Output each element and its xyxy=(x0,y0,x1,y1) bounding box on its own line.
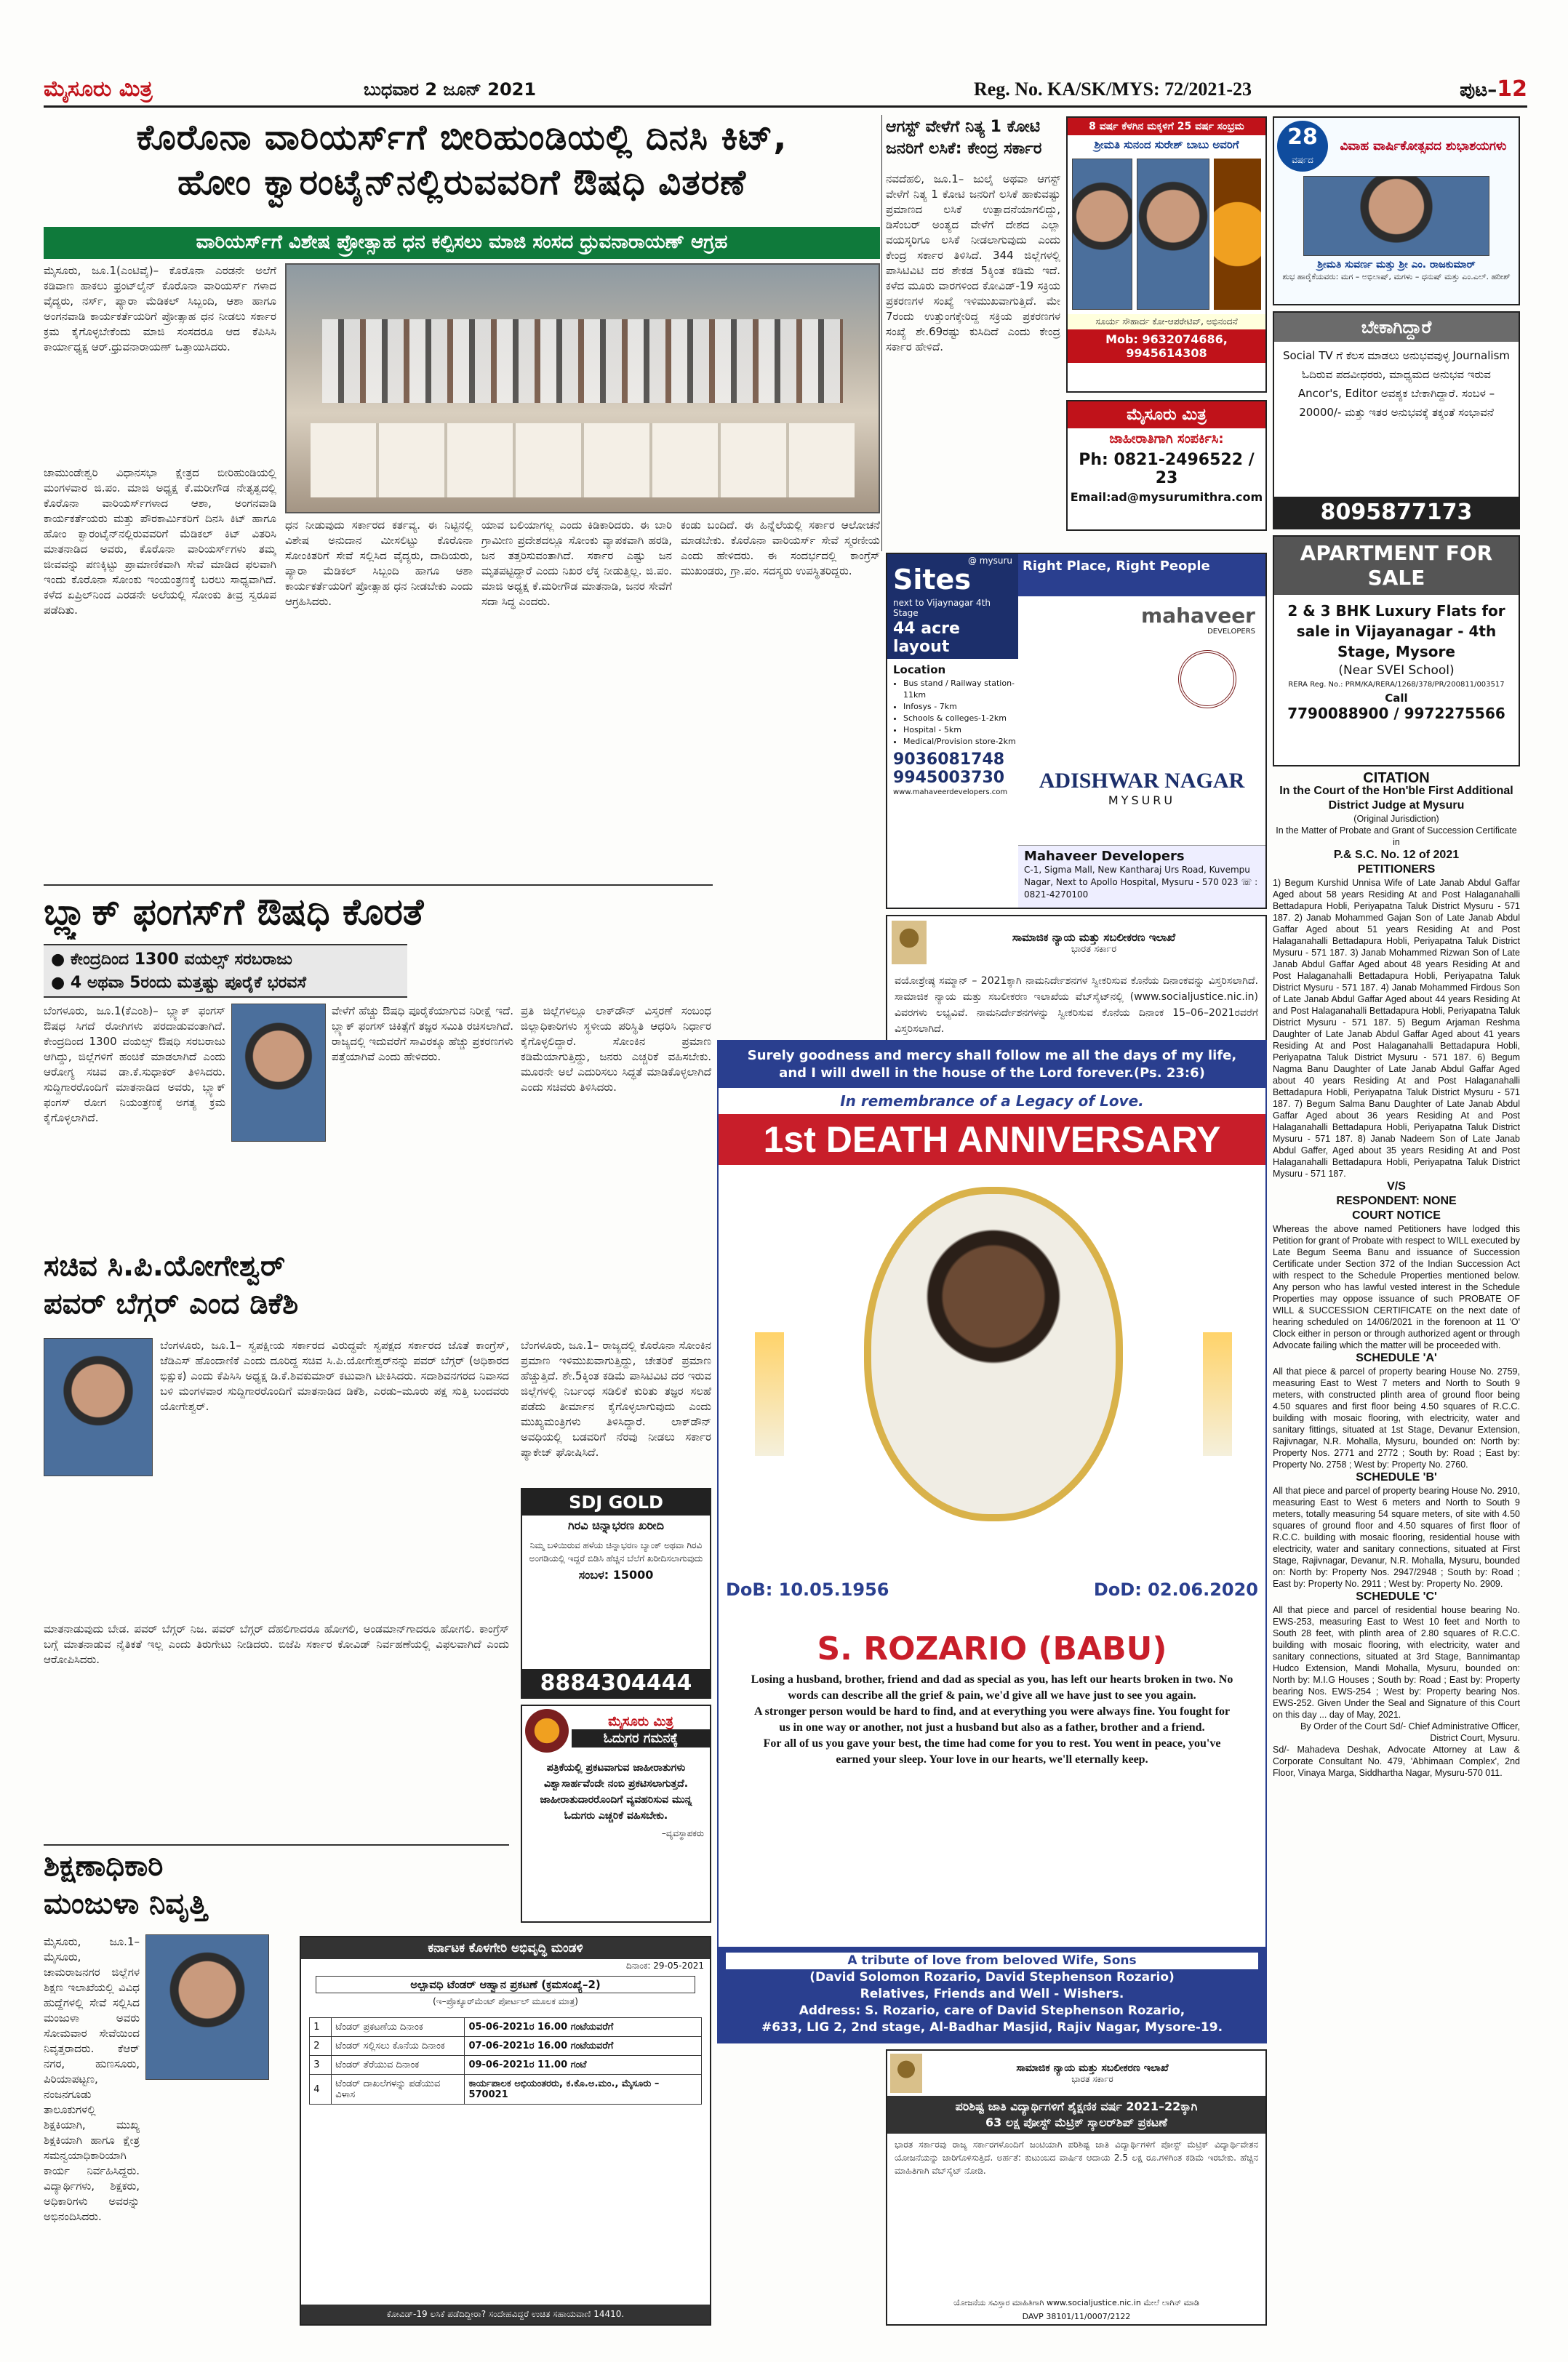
obit-relatives: Relatives, Friends and Well - Wishers. xyxy=(860,1987,1124,2001)
govt2-title-2: 63 ಲಕ್ಷ ಪೋಸ್ಟ್ ಮೆಟ್ರಿಕ್ ಸ್ಕಾಲರ್‌ಶಿಪ್ ಪ್ರಕಟಣೆ xyxy=(985,2115,1167,2129)
page-label: ಪುಟ– xyxy=(1460,79,1497,101)
candle-icon xyxy=(755,1332,784,1456)
lead-headline-line1: ಕೊರೊನಾ ವಾರಿಯರ್ಸ್‌ಗೆ ಬೀರಿಹುಂಡಿಯಲ್ಲಿ ದಿನಸಿ ಕಿಟ್, xyxy=(136,117,788,158)
obit-dob: DoB: 10.05.1956 xyxy=(726,1580,889,1600)
lead-subhead: ವಾರಿಯರ್ಸ್‌ಗೆ ವಿಶೇಷ ಪ್ರೋತ್ಸಾಹ ಧನ ಕಲ್ಪಿಸಲು ಮಾಜಿ ಸಂಸದ ಧ್ರುವನಾರಾಯಣ್ ಆಗ್ರಹ xyxy=(44,227,880,259)
lead-body-col4 xyxy=(681,518,880,881)
obit-address-2: #633, LIG 2, 2nd stage, Al-Badhar Masjid, Rajiv Nagar, Mysore-19. xyxy=(761,2020,1223,2035)
wanted-body: Social TV ಗೆ ಕೆಲಸ ಮಾಡಲು ಅನುಭವವುಳ್ಳ Journalism ಓದಿರುವ ಪದವೀಧರರು, ಮಾಧ್ಯಮದ ಅನುಭವ ಇರುವ Ancor's, Editor ಅವಶ್ಯಕ ಬೇಕಾಗಿದ್ದಾರೆ. ಸಂಬಳ – 20000/- ಮತ್ತು ಇತರ ಅನುಭವಕ್ಕೆ ತಕ್ಕಂತೆ ಸಂಭಾವನೆ xyxy=(1282,349,1511,419)
citation-advocate: Sd/- Mahadeva Deshak, Advocate Attorney at Law & Corporate Consultant No. 479, 'Abhimaan Complex', 2nd Floor, Vinaya Marga, Siddhartha Nagar, Mysuru-570 011. xyxy=(1273,1745,1520,1778)
citation-title: CITATION xyxy=(1363,772,1430,786)
page-digit: 12 xyxy=(1497,76,1527,102)
sites-builder: mahaveer xyxy=(1141,604,1255,628)
retire-headline xyxy=(44,1847,276,1927)
wanted-title: ಬೇಕಾಗಿದ್ದಾರೆ xyxy=(1274,313,1519,342)
apartment-body: 2 & 3 BHK Luxury Flats for sale in Vijayanagar - 4th Stage, Mysore xyxy=(1287,602,1505,660)
couple-photo xyxy=(1303,176,1489,256)
fungus-bullet-1-text: ಕೇಂದ್ರದಿಂದ 1300 ವಯಲ್ಸ್ ಸರಬರಾಜು xyxy=(70,950,292,969)
column-divider xyxy=(881,115,882,551)
sdj-salary: ಸಂಬಳ: 15000 xyxy=(578,1568,654,1582)
mm-ad-email: Email:ad@mysurumithra.com xyxy=(1070,490,1263,504)
vaccine-headline-1: ಆಗಸ್ಟ್ ವೇಳೆಗೆ ನಿತ್ಯ 1 ಕೋಟಿ xyxy=(886,118,1041,136)
lion-icon xyxy=(1214,159,1261,310)
vaccine-headline-2: ಜನರಿಗೆ ಲಸಿಕೆ: ಕೇಂದ್ರ ಸರ್ಕಾರ xyxy=(886,140,1042,158)
readers-notice-body: ಪತ್ರಿಕೆಯಲ್ಲಿ ಪ್ರಕಟವಾಗುವ ಜಾಹೀರಾತುಗಳು ವಿಶ್ವಾಸಾರ್ಹವೆಂದೇ ನಂಬಿ ಪ್ರಕಟಿಸಲಾಗುತ್ತದೆ. ಜಾಹೀರಾತುದಾರರೊಂದಿಗೆ ವ್ಯವಹರಿಸುವ ಮುನ್ನ ಓದುಗರು ಎಚ್ಚರಿಕೆ ವಹಿಸಬೇಕು. xyxy=(540,1762,692,1822)
govt2-title-1: ಪರಿಶಿಷ್ಟ ಜಾತಿ ವಿದ್ಯಾರ್ಥಿಗಳಿಗೆ ಶೈಕ್ಷಣಿಕ ವರ್ಷ 2021–22ಕ್ಕಾಗಿ xyxy=(955,2099,1198,2113)
citation-signature: By Order of the Court Sd/- Chief Administrative Officer, District Court, Mysuru. xyxy=(1300,1721,1520,1743)
newspaper-logo: ಮೈಸೂರು ಮಿತ್ರ xyxy=(44,76,153,102)
portrait-photo xyxy=(864,1187,1123,1521)
sites-title-block xyxy=(887,554,1018,596)
mm-ad-phone: Ph: 0821-2496522 / 23 xyxy=(1079,451,1255,487)
emblem-icon xyxy=(892,921,927,964)
sdj-phone: 8884304444 xyxy=(522,1669,710,1697)
fungus-bullets xyxy=(44,944,407,998)
tender-date: ದಿನಾಂಕ: 29-05-2021 xyxy=(626,1961,704,1971)
sites-at: @ mysuru xyxy=(967,556,1012,566)
congrats-ad-top: 8 ವರ್ಷ ಕೆಳಗಿನ ಮಕ್ಕಳಿಗೆ 25 ವರ್ಷ ಸಂಭ್ರಮ xyxy=(1068,118,1265,135)
sites-location-item: • Medical/Provision store-2km xyxy=(903,736,1018,748)
sdj-subtitle: ಗಿರವಿ ಚಿನ್ನಾಭರಣ ಖರೀದಿ xyxy=(568,1518,664,1532)
sites-location-head: Location xyxy=(893,663,946,676)
wanted-ad xyxy=(1273,311,1520,529)
govt2-web: ಯೋಜನೆಯ ಸವಿಸ್ತಾರ ಮಾಹಿತಿಗಾಗಿ www.socialjustice.nic.in ಮೇಲೆ ಲಾಗಿನ್ ಮಾಡಿ xyxy=(953,2298,1199,2307)
fungus-body-1: ಬೆಂಗಳೂರು, ಜೂ.1(ಕೆಎಂಶಿ)– ಬ್ಲ್ಯಾಕ್ ಫಂಗಸ್ ಔಷಧ ಸಿಗದೆ ರೋಗಿಗಳು ಪರದಾಡುವಂತಾಗಿದೆ. ಕೇಂದ್ರದಿಂದ 1300 ವಯಲ್ಸ್ ಔಷಧಿ ಸರಬರಾಜು ಆಗಿದ್ದು, ಜಿಲ್ಲೆಗಳಿಗೆ ಹಂಚಿಕೆ ಮಾಡಲಾಗಿದೆ ಎಂದು ಆರೋಗ್ಯ ಸಚಿವ ಡಾ.ಕೆ.ಸುಧಾಕರ್ ತಿಳಿಸಿದರು. ಸುದ್ದಿಗಾರರೊಂದಿಗೆ ಮಾತನಾಡಿದ ಅವರು, ಬ್ಲ್ಯಾಕ್ ಫಂಗಸ್ ರೋಗ ನಿಯಂತ್ರಣಕ್ಕೆ ಅಗತ್ಯ ಕ್ರಮ ಕೈಗೊಳ್ಳಲಾಗಿದೆ. xyxy=(44,1004,225,1124)
sites-phone-2: 9945003730 xyxy=(893,769,1005,787)
citation-body: 1) Begum Kurshid Unnisa Wife of Late Janab Abdul Gaffar Aged about 58 years Residing At and Post Halaganahalli Bettadapura Hobli, Periyapatna Taluk District Mysuru - 571 187. 2) Janab Mohammed Gajan Son of Late Janab Abdul Gaffar Aged about 51 years Residing At and Post Halaganahalli Bettadapura Hobli, Periyapatna Taluk District Mysuru - 571 187. 3) Janab Mohammed Rizwan Son of Late Janab Abdul Gaffar Aged about 48 years Residing At and Post Halaganahalli Bettadapura Hobli, Periyapatna Taluk District Mysuru - 571 187. 4) Janab Mohammed Firdous Son of Late Janab Abdul Gaffar Aged about 44 years Residing At and Post Halaganahalli Bettadapura Hobli, Periyapatna Taluk District Mysuru - 571 187. 5) Begum Arjaman Reshma Daughter of Late Janab Abdul Gaffar Aged about 41 years Residing At and Post Halaganahalli Bettadapura Hobli, Periyapatna Taluk District Mysuru - 571 187. 6) Begum Nagma Banu Daughter of Late Janab Abdul Gaffar Aged about 40 years Residing At and Post Halaganahalli Bettadapura Hobli, Periyapatna Taluk District Mysuru - 571 187. 7) Begum Salma Banu Daughter of Late Janab Abdul Gaffar Aged about 36 years Residing At and Post Halaganahalli Bettadapura Hobli, Periyapatna Taluk District Mysuru - 571 187. 8) Janab Nadeem Son of Late Janab Abdul Gaffer, Aged about 35 years Residing At and Post Halaganahalli Bettadapura Hobli, Periyapatna Taluk District Mysuru - 571 187. xyxy=(1273,878,1520,1179)
candle-icon xyxy=(1203,1332,1232,1456)
citation-vs: V/S xyxy=(1387,1180,1406,1193)
govt1-head: ಸಾಮಾಜಿಕ ನ್ಯಾಯ ಮತ್ತು ಸಬಲೀಕರಣ ಇಲಾಖೆ xyxy=(1012,930,1176,944)
dks-headline-2: ಪವರ್ ಬೆಗ್ಗರ್ ಎಂದ ಡಿಕೆಶಿ xyxy=(44,1287,299,1321)
wanted-phone: 8095877173 xyxy=(1274,497,1519,528)
obituary-ad xyxy=(717,1040,1267,2043)
table-cell: 05-06-2021ರ 16.00 ಗಂಟೆಯವರೆಗೆ xyxy=(465,2018,701,2037)
sites-next: next to Vijaynagar 4th Stage xyxy=(887,596,1018,620)
obit-dod: DoD: 02.06.2020 xyxy=(1093,1580,1258,1600)
anniversary-title: ವಿವಾಹ ವಾರ್ಷಿಕೋತ್ಸವದ ಶುಭಾಶಯಗಳು xyxy=(1340,139,1507,153)
sites-location-item: • Infosys - 7km xyxy=(903,701,1018,713)
citation-respondent: RESPONDENT: NONE xyxy=(1336,1195,1457,1207)
page-number xyxy=(1411,76,1527,102)
sites-builder-sub: DEVELOPERS xyxy=(1207,628,1255,636)
mm-ad-call: ಜಾಹೀರಾತಿಗಾಗಿ ಸಂಪರ್ಕಿಸಿ: xyxy=(1109,431,1224,447)
anniversary-badge xyxy=(1277,121,1328,172)
people-group-image xyxy=(322,319,843,404)
sdj-title: SDJ GOLD xyxy=(522,1489,710,1516)
anniversary-foot: ಶುಭ ಹಾರೈಕೆಯವರು: ಮಗ – ಅಭಿಲಾಷ್, ಮಗಳು – ಧನುಷ್ ಮತ್ತು ಎಂ.ಎಲ್. ಹರೀಶ್ xyxy=(1282,272,1511,281)
fungus-headline: ಬ್ಲ್ಯಾಕ್ ಫಂಗಸ್‌ಗೆ ಔಷಧಿ ಕೊರತೆ xyxy=(44,891,424,933)
sites-project: ADISHWAR NAGAR xyxy=(1039,769,1245,793)
table-row xyxy=(310,2018,702,2037)
citation-petitioners: PETITIONERS xyxy=(1357,863,1436,876)
portrait-image xyxy=(1072,159,1132,310)
citation-matter: In the Matter of Probate and Grant of Succession Certificate in xyxy=(1276,825,1517,847)
retire-body xyxy=(44,1934,140,2327)
govt-notice-scholarship xyxy=(886,2049,1267,2326)
govt2-code: DAVP 38101/11/0007/2122 xyxy=(1022,2312,1131,2321)
table-row xyxy=(310,2075,702,2105)
dks-headline-1: ಸಚಿವ ಸಿ.ಪಿ.ಯೋಗೇಶ್ವರ್ xyxy=(44,1249,286,1283)
approved-seal-icon xyxy=(1178,650,1236,708)
lead-body-3: ಯಾವ ಬಲಿಯಾಗಲ್ಲ ಎಂದು ಕಿಡಿಕಾರಿದರು. ಈ ಬಾರಿ ಗ್ರಾಮೀಣ ಪ್ರದೇಶದಲ್ಲೂ ಸೋಂಕು ವ್ಯಾಪಕವಾಗಿ ಹರಡಿ, ಜನ ತತ್ತರಿಸುವಂತಾಗಿದೆ. ಸರ್ಕಾರ ಎಷ್ಟು ಜನ ಮೃತಪಟ್ಟಿದ್ದಾರೆ ಎಂದು ನಿಖರ ಲೆಕ್ಕ ನೀಡುತ್ತಿಲ್ಲ. ಜಿ.ಪಂ. ಮಾಜಿ ಅಧ್ಯಕ್ಷ ಕೆ.ಮರೀಗೌಡ ಮಾತನಾಡಿ, ಜನರ ಸೇವೆಗೆ ಸದಾ ಸಿದ್ಧ ಎಂದರು. xyxy=(481,519,672,608)
mm-ad-logo: ಮೈಸೂರು ಮಿತ್ರ xyxy=(1068,401,1265,428)
mm-ad-contact xyxy=(1066,400,1267,531)
retire-body-text: ಮೈಸೂರು, ಜೂ.1– ಮೈಸೂರು, ಚಾಮರಾಜನಗರ ಜಿಲ್ಲೆಗಳ ಶಿಕ್ಷಣ ಇಲಾಖೆಯಲ್ಲಿ ವಿವಿಧ ಹುದ್ದೆಗಳಲ್ಲಿ ಸೇವೆ ಸಲ್ಲಿಸಿದ ಮಂಜುಳಾ ಅವರು ಸೋಮವಾರ ಸೇವೆಯಿಂದ ನಿವೃತ್ತರಾದರು. ಕೆಆರ್ ನಗರ, ಹುಣಸೂರು, ಪಿರಿಯಾಪಟ್ಟಣ, ನಂಜನಗೂಡು ತಾಲೂಕುಗಳಲ್ಲಿ ಶಿಕ್ಷಕಿಯಾಗಿ, ಮುಖ್ಯ ಶಿಕ್ಷಕಿಯಾಗಿ ಹಾಗೂ ಕ್ಷೇತ್ರ ಸಮನ್ವಯಾಧಿಕಾರಿಯಾಗಿ ಕಾರ್ಯ ನಿರ್ವಹಿಸಿದ್ದರು. ವಿದ್ಯಾರ್ಥಿಗಳು, ಶಿಕ್ಷಕರು, ಅಧಿಕಾರಿಗಳು ಅವರನ್ನು ಅಭಿನಂದಿಸಿದರು. xyxy=(44,1935,140,2223)
lead-body-col3 xyxy=(481,518,672,881)
schedule-b-body: All that piece and parcel of property bearing House No. 2910, measuring East to West 6 meters and North to South 9 meters, totally measuring 54 square meters, of site with 4.50 squares of ground floor and 4.50 squares of first floor of R.C.C. building with mosaic flooring, residential house with electricity, water and sanitary connections, situated at First Stage, Rajivnagar, Devanur, N.R. Mohalla, Mysuru, bounded on: North by: Property Nos. 2947/2948 ; South by: Road ; East by: Property No. 2911 ; West by: Property No. 2909. xyxy=(1273,1486,1520,1589)
court-citation xyxy=(1273,772,1520,2314)
couple-image xyxy=(1137,159,1209,310)
govt1-sub: ಭಾರತ ಸರ್ಕಾರ xyxy=(1071,943,1117,955)
citation-case: P.& S.C. No. 12 of 2021 xyxy=(1333,849,1460,861)
sites-tag: Right Place, Right People xyxy=(1018,554,1265,596)
table-cell: 4 xyxy=(310,2075,332,2105)
mahaveer-logo-icon xyxy=(1018,596,1265,628)
mid-col-text: ಬೆಂಗಳೂರು, ಜೂ.1– ರಾಜ್ಯದಲ್ಲಿ ಕೊರೊನಾ ಸೋಂಕಿನ ಪ್ರಮಾಣ ಇಳಿಮುಖವಾಗುತ್ತಿದ್ದು, ಚೇತರಿಕೆ ಪ್ರಮಾಣ ಹೆಚ್ಚುತ್ತಿದೆ. ಶೇ.5ಕ್ಕಿಂತ ಕಡಿಮೆ ಪಾಸಿಟಿವಿಟಿ ದರ ಇರುವ ಜಿಲ್ಲೆಗಳಲ್ಲಿ ನಿರ್ಬಂಧ ಸಡಿಲಿಕೆ ಕುರಿತು ತಜ್ಞರ ಸಲಹೆ ಪಡೆದು ತೀರ್ಮಾನ ಕೈಗೊಳ್ಳಲಾಗುವುದು ಎಂದು ಮುಖ್ಯಮಂತ್ರಿಗಳು ತಿಳಿಸಿದ್ದಾರೆ. ಲಾಕ್‌ಡೌನ್ ಅವಧಿಯಲ್ಲಿ ಬಡವರಿಗೆ ನೆರವು ನೀಡಲು ಸರ್ಕಾರ ಪ್ಯಾಕೇಜ್ ಘೋಷಿಸಿದೆ. xyxy=(521,1339,711,1459)
table-row xyxy=(310,2037,702,2056)
sites-location-list xyxy=(887,678,1018,748)
mid-col-extra xyxy=(521,1338,711,1484)
tender-table xyxy=(309,2017,702,2105)
citation-court: In the Court of the Hon'ble First Additional District Judge at Mysuru xyxy=(1279,785,1513,812)
readers-notice-sign: –ವ್ಯವಸ್ಥಾಪಕರು xyxy=(661,1828,704,1838)
lead-body-col1 xyxy=(44,465,276,880)
readers-notice xyxy=(521,1705,711,1923)
citation-notice: COURT NOTICE xyxy=(1352,1209,1441,1222)
lead-body-4: ಕಂಡು ಬಂದಿದೆ. ಈ ಹಿನ್ನೆಲೆಯಲ್ಲಿ ಸರ್ಕಾರ ಆಲೋಚನೆ ಮಾಡಬೇಕು. ಕೊರೊನಾ ವಾರಿಯರ್ಸ್ ಸೇವೆ ಸ್ಮರಣೀಯ ಎಂದು ಹೇಳಿದರು. ಈ ಸಂದರ್ಭದಲ್ಲಿ ಕಾಂಗ್ರೆಸ್ ಮುಖಂಡರು, ಗ್ರಾ.ಪಂ. ಸದಸ್ಯರು ಉಪಸ್ಥಿತರಿದ್ದರು. xyxy=(681,519,880,577)
apartment-title: APARTMENT FOR SALE xyxy=(1274,537,1519,595)
sites-city: MYSURU xyxy=(1108,793,1176,807)
lead-body-2: ಧನ ನೀಡುವುದು ಸರ್ಕಾರದ ಕರ್ತವ್ಯ. ಈ ನಿಟ್ಟಿನಲ್ಲಿ ವಿಶೇಷ ಅನುದಾನ ಮೀಸಲಿಟ್ಟು ಕೊರೊನಾ ಸೋಂಕಿತರಿಗೆ ಸೇವೆ ಸಲ್ಲಿಸಿದ ವೈದ್ಯರು, ದಾದಿಯರು, ಪ್ಯಾರಾ ಮೆಡಿಕಲ್ ಸಿಬ್ಬಂದಿ ಹಾಗೂ ಆಶಾ ಕಾರ್ಯಕರ್ತೆಯರಿಗೆ ಪ್ರೋತ್ಸಾಹ ಧನ ನೀಡಬೇಕು ಎಂದು ಆಗ್ರಹಿಸಿದರು. xyxy=(285,519,473,608)
obit-para-1: Losing a husband, brother, friend and dad as special as you, has left our hearts broken in two. No words can describe all the grief & pain, we'd give all we have just to see you again. xyxy=(751,1673,1233,1702)
lead-body-1: ಚಾಮುಂಡೇಶ್ವರಿ ವಿಧಾನಸಭಾ ಕ್ಷೇತ್ರದ ಬೀರಿಹುಂಡಿಯಲ್ಲಿ ಮಂಗಳವಾರ ಜಿ.ಪಂ. ಮಾಜಿ ಅಧ್ಯಕ್ಷ ಕೆ.ಮರೀಗೌಡ ನೇತೃತ್ವದಲ್ಲಿ ಕೊರೊನಾ ವಾರಿಯರ್ಸ್‌ಗಳಾದ ಆಶಾ, ಅಂಗನವಾಡಿ ಕಾರ್ಯಕರ್ತೆಯರು ಮತ್ತು ಪೌರಕಾರ್ಮಿಕರಿಗೆ ದಿನಸಿ ಕಿಟ್ ಹಾಗೂ ಹೋಂ ಕ್ವಾರಂಟೈನ್‌ನಲ್ಲಿರುವವರಿಗೆ ಮೆಡಿಕಲ್ ಕಿಟ್ ವಿತರಿಸಿ ಮಾತನಾಡಿದ ಅವರು, ಕೊರೊನಾ ವಾರಿಯರ್ಸ್‌ಗಳು ತಮ್ಮ ಜೀವವನ್ನು ಪಣಕ್ಕಿಟ್ಟು ಪ್ರಾಮಾಣಿಕವಾಗಿ ಸೇವೆ ಮಾಡಿದ ಫಲವಾಗಿ ಇಂದು ಕೊರೊನಾ ಸೋಂಕು ಇಂಯಂತ್ರಣಕ್ಕೆ ಬರಲು ಸಾಧ್ಯವಾಗಿದೆ. ಕಳೆದ ಏಪ್ರಿಲ್‌ನಿಂದ ಎರಡನೇ ಅಲೆಯಲ್ಲಿ ಸೋಂಕು ತೀವ್ರ ಸ್ವರೂಪ ಪಡೆದಿತು. xyxy=(44,466,276,617)
schedule-a-title: SCHEDULE 'A' xyxy=(1356,1352,1437,1364)
schedule-c-body: All that piece and parcel of residential house bearing No. EWS-253, measuring East to West 10 feet and North to South 28 feet, with plinth area of 2.80 squares of R.C.C. building with mosaic flooring, with electricity, water and sanitary connections, situated at 3rd Stage, Bannimantap Hudco Extension, Mandi Mohalla, Mysuru, bounded on: North by: M.I.G Houses ; South by: Road ; East by: Property bearing Nos. EWS-254 ; West by: Property bearing Nos. EWS-252. Given Under the Seal and Signature of this Court on this day ... day of May, 2021. xyxy=(1273,1605,1520,1720)
apartment-phone: 7790088900 / 9972275566 xyxy=(1287,705,1505,722)
schedule-b-title: SCHEDULE 'B' xyxy=(1356,1471,1437,1484)
sites-location-item: • Schools & colleges-1-2km xyxy=(903,713,1018,724)
retire-headline-1: ಶಿಕ್ಷಣಾಧಿಕಾರಿ xyxy=(44,1849,164,1883)
govt2-body: ಭಾರತ ಸರ್ಕಾರವು ರಾಜ್ಯ ಸರ್ಕಾರಗಳೊಂದಿಗೆ ಜಂಟಿಯಾಗಿ ಪರಿಶಿಷ್ಟ ಜಾತಿ ವಿದ್ಯಾರ್ಥಿಗಳಿಗೆ ಪೋಸ್ಟ್ ಮೆಟ್ರಿಕ್ ವಿದ್ಯಾರ್ಥಿವೇತನ ಯೋಜನೆಯನ್ನು ಜಾರಿಗೊಳಿಸುತ್ತಿದೆ. ಅರ್ಹತೆ: ಕುಟುಂಬದ ವಾರ್ಷಿಕ ಆದಾಯ 2.5 ಲಕ್ಷ ರೂ.ಗಳಿಗಿಂತ ಕಡಿಮೆ ಇರಬೇಕು. ಹೆಚ್ಚಿನ ಮಾಹಿತಿಗಾಗಿ ವೆಬ್‌ಸೈಟ್ ನೋಡಿ. xyxy=(895,2139,1258,2176)
lead-headline xyxy=(44,115,880,224)
obit-sons: (David Solomon Rozario, David Stephenson Rozario) xyxy=(809,1970,1175,1985)
congrats-ad-line: ಶ್ರೀಮತಿ ಸುನಂದ ಸುರೇಶ್ ಬಾಬು ಅವರಿಗೆ xyxy=(1094,138,1239,151)
citation-body2: Whereas the above named Petitioners have lodged this Petition for grant of Probate with respect to WILL executed by Late Begum Seema Banu and issuance of Succession Certificate under Section 372 of the Indian Succession Act with respect to the Schedule Properties mentioned below. Any person who has lawful vested interest in the Schedule Properties may oppose issuance of such PROBATE OF WILL & SUCCESSION CERTIFICATE on the next date of hearing scheduled on 14/06/2021 in the forenoon at 11 'O' Clock either in person or through authorized agent or through Advocate failing which the matter will be proceeded with. xyxy=(1273,1224,1520,1350)
apartment-call: Call xyxy=(1385,692,1408,705)
table-cell: ಟೆಂಡರ್ ತೆರೆಯುವ ದಿನಾಂಕ xyxy=(332,2056,465,2075)
tender-subtitle: ಅಲ್ಪಾವಧಿ ಟೆಂಡರ್ ಆಹ್ವಾನ ಪ್ರಕಟಣೆ (ಕ್ರಮಸಂಖ್ಯೆ–2) xyxy=(316,1976,695,1993)
dks-body-1: ಬೆಂಗಳೂರು, ಜೂ.1– ಸ್ವಪಕ್ಷೀಯ ಸರ್ಕಾರದ ವಿರುದ್ಧವೇ ಸ್ವಪಕ್ಷದ ಸರ್ಕಾರದ ಜೊತೆ ಕಾಂಗ್ರೆಸ್, ಜೆಡಿಎಸ್ ಹೊಂದಾಣಿಕೆ ಎಂದು ದೂರಿದ್ದ ಸಚಿವ ಸಿ.ಪಿ.ಯೋಗೇಶ್ವರ್‌ನನ್ನು ಪವರ್ ಬೆಗ್ಗರ್ (ಅಧಿಕಾರದ ಭಿಕ್ಷುಕ) ಎಂದು ಕೆಪಿಸಿಸಿ ಅಧ್ಯಕ್ಷ ಡಿ.ಕೆ.ಶಿವಕುಮಾರ್ ಕಟುವಾಗಿ ಟೀಕಿಸಿದರು. ಸದಾಶಿವನಗರದ ನಿವಾಸದ ಬಳಿ ಮಂಗಳವಾರ ಸುದ್ದಿಗಾರರೊಂದಿಗೆ ಮಾತನಾಡಿದ ಡಿಕೆಶಿ, ಎರಡು–ಮೂರು ಪಕ್ಷ ಸುತ್ತಿ ಬಂದವರು ಯೋಗೇಶ್ವರ್. xyxy=(160,1339,509,1413)
lead-headline-line2: ಹೋಂ ಕ್ವಾರಂಟೈನ್‌ನಲ್ಲಿರುವವರಿಗೆ ಔಷಧಿ ವಿತರಣೆ xyxy=(177,162,747,203)
retire-photo xyxy=(145,1934,269,2080)
section-divider xyxy=(44,884,713,886)
table-cell: ಟೆಂಡರ್ ಪ್ರಕಟಣೆಯ ದಿನಾಂಕ xyxy=(332,2018,465,2037)
dks-headline xyxy=(44,1247,509,1327)
sites-acres: 44 acre layout xyxy=(887,620,1018,659)
anniversary-ad xyxy=(1273,116,1520,305)
mm-emblem-icon xyxy=(525,1709,569,1753)
lead-body-col2 xyxy=(285,518,473,881)
fungus-bullet-2-text: 4 ಅಥವಾ 5ರಂದು ಮತ್ತಷ್ಟು ಪೂರೈಕೆ ಭರವಸೆ xyxy=(70,974,306,992)
sites-location-item: • Bus stand / Railway station-11km xyxy=(903,678,1018,701)
fungus-body-col3 xyxy=(521,1004,711,1331)
fungus-body-3: ಪ್ರತಿ ಜಿಲ್ಲೆಗಳಲ್ಲೂ ಲಾಕ್‌ಡೌನ್ ವಿಸ್ತರಣೆ ಸಂಬಂಧ ಜಿಲ್ಲಾಧಿಕಾರಿಗಳು ಸ್ಥಳೀಯ ಪರಿಸ್ಥಿತಿ ಆಧರಿಸಿ ನಿರ್ಧಾರ ಕೈಗೊಳ್ಳಲಿದ್ದಾರೆ. ಸೋಂಕಿನ ಪ್ರಮಾಣ ಕಡಿಮೆಯಾಗುತ್ತಿದ್ದು, ಜನರು ಎಚ್ಚರಿಕೆ ವಹಿಸಬೇಕು. ಮೂರನೇ ಅಲೆ ಎದುರಿಸಲು ಸಿದ್ಧತೆ ಮಾಡಿಕೊಳ್ಳಲಾಗಿದೆ ಎಂದು ಸಚಿವರು ತಿಳಿಸಿದರು. xyxy=(521,1004,711,1094)
minister-photo xyxy=(231,1004,326,1142)
obit-tribute: A tribute of love from beloved Wife, Sons xyxy=(726,1953,1258,1969)
schedule-c-title: SCHEDULE 'C' xyxy=(1356,1590,1437,1603)
sites-location-item: • Hospital - 5km xyxy=(903,724,1018,736)
table-cell: 09-06-2021ರ 11.00 ಗಂಟೆ xyxy=(465,2056,701,2075)
anniversary-names: ಶ್ರೀಮತಿ ಸುವರ್ಣ ಮತ್ತು ಶ್ರೀ ಎಂ. ರಾಜಕುಮಾರ್ xyxy=(1317,259,1476,271)
table-row xyxy=(310,2056,702,2075)
fungus-body-col2 xyxy=(332,1004,513,1244)
obit-verse: Surely goodness and mercy shall follow me all the days of my life, and I will dwell in the house of the Lord forever.(Ps. 23:6) xyxy=(719,1041,1265,1088)
sites-title: Sites xyxy=(893,564,971,596)
congrats-ad-foot: ಸೂರ್ಯ ಸೌಹಾರ್ದ ಕೋ-ಆಪರೇಟಿವ್, ಅಭಿನಂದನೆ xyxy=(1068,314,1265,329)
tender-notice xyxy=(300,1936,711,2326)
govt2-head: ಸಾಮಾಜಿಕ ನ್ಯಾಯ ಮತ್ತು ಸಬಲೀಕರಣ ಇಲಾಖೆ xyxy=(1016,2062,1169,2074)
dks-photo xyxy=(44,1338,153,1476)
obit-para-3: For all of us you gave your best, the time had come for you to rest. You went in peace, you've earned your sleep. Your love in our hearts, we'll eternally keep. xyxy=(763,1737,1221,1766)
govt2-sub: ಭಾರತ ಸರ್ಕಾರ xyxy=(1071,2073,1113,2084)
table-cell: ಟೆಂಡರ್ ದಾಖಲೆಗಳನ್ನು ಪಡೆಯುವ ವಿಳಾಸ xyxy=(332,2075,465,2105)
dks-body-col2 xyxy=(44,1622,509,1840)
govt1-body: ವಯೋಶ್ರೇಷ್ಠ ಸಮ್ಮಾನ್ – 2021ಕ್ಕಾಗಿ ನಾಮನಿರ್ದೇಶನಗಳ ಸ್ವೀಕರಿಸುವ ಕೊನೆಯ ದಿನಾಂಕವನ್ನು ವಿಸ್ತರಿಸಲಾಗಿದೆ. ಸಾಮಾಜಿಕ ನ್ಯಾಯ ಮತ್ತು ಸಬಲೀಕರಣ ಇಲಾಖೆಯ ವೆಬ್‌ಸೈಟ್‌ನಲ್ಲಿ (www.socialjustice.nic.in) ವಿವರಗಳು ಲಭ್ಯವಿವೆ. ನಾಮನಿರ್ದೇಶನಗಳನ್ನು ಸ್ವೀಕರಿಸುವ ಕೊನೆಯ ದಿನಾಂಕ 15–06–2021ರವರೆಗೆ ವಿಸ್ತರಿಸಲಾಗಿದೆ. xyxy=(895,975,1258,1035)
readers-notice-title: ಓದುಗರ ಗಮನಕ್ಕೆ xyxy=(572,1729,710,1748)
lead-photo xyxy=(285,263,880,513)
lead-dateline-text: ಮೈಸೂರು, ಜೂ.1(ಎಂಟಿವೈ)– ಕೊರೊನಾ ಎರಡನೇ ಅಲೆಗೆ ಕಡಿವಾಣ ಹಾಕಲು ಫ್ರಂಟ್‌ಲೈನ್ ಕೊರೊನಾ ವಾರಿಯರ್ಸ್ ಗಳಾದ ವೈದ್ಯರು, ನರ್ಸ್, ಪ್ಯಾರಾ ಮೆಡಿಕಲ್ ಸಿಬ್ಬಂದಿ, ಆಶಾ ಹಾಗೂ ಅಂಗನವಾಡಿ ಕಾರ್ಯಕರ್ತೆಯರಿಗೆ ಪ್ರೋತ್ಸಾಹ ಧನ ನೀಡಲು ಸರ್ಕಾರ ಕ್ರಮ ಕೈಗೊಳ್ಳಬೇಕೆಂದು ಮಾಜಿ ಸಂಸದರೂ ಆದ ಕೆಪಿಸಿಸಿ ಕಾರ್ಯಾಧ್ಯಕ್ಷ ಆರ್.ಧ್ರುವನಾರಾಯಣ್ ಒತ್ತಾಯಿಸಿದರು. xyxy=(44,264,276,353)
congrats-ad-mobile: Mob: 9632074686, 9945614308 xyxy=(1068,329,1265,363)
tender-head: ಕರ್ನಾಟಕ ಕೊಳಗೇರಿ ಅಭಿವೃದ್ಧಿ ಮಂಡಳಿ xyxy=(301,1937,710,1959)
vaccine-headline xyxy=(886,116,1060,167)
section-divider xyxy=(44,1844,509,1846)
registration-number: Reg. No. KA/SK/MYS: 72/2021-23 xyxy=(973,78,1252,100)
dks-body-col1 xyxy=(160,1338,509,1614)
anniversary-number: 28 xyxy=(1287,124,1318,150)
tender-footer: ಕೋವಿಡ್-19 ಲಸಿಕೆ ಪಡೆದಿದ್ದೀರಾ? ಸಂದೇಹವಿದ್ದರೆ ಉಚಿತ ಸಹಾಯವಾಣಿ 14410. xyxy=(301,2305,710,2324)
readers-notice-logo: ಮೈಸೂರು ಮಿತ್ರ xyxy=(608,1714,673,1729)
apartment-rera: RERA Reg. No.: PRM/KA/RERA/1268/378/PR/200811/003517 xyxy=(1288,681,1505,689)
tender-subtitle-2: (ಇ–ಪ್ರೊಕ್ಯೂರ್‌ಮೆಂಟ್ ಪೋರ್ಟಲ್ ಮೂಲಕ ಮಾತ್ರ) xyxy=(433,1996,578,2006)
fungus-bullet-1: ● ಕೇಂದ್ರದಿಂದ 1300 ವಯಲ್ಸ್ ಸರಬರಾಜು xyxy=(51,950,292,969)
sites-phone-1: 9036081748 xyxy=(893,750,1005,769)
table-cell: 3 xyxy=(310,2056,332,2075)
dks-body-2: ಮಾತನಾಡುವುದು ಬೇಡ. ಪವರ್ ಬೆಗ್ಗರ್ ನಿಜ. ಪವರ್ ಬೆಗ್ಗರ್ ದೆಹಲಿಗಾದರೂ ಹೋಗಲಿ, ಅಂಡಮಾನ್‌ಗಾದರೂ ಹೋಗಲಿ. ಕಾಂಗ್ರೆಸ್ ಬಗ್ಗೆ ಮಾತನಾಡುವ ನೈತಿಕತೆ ಇಲ್ಲ ಎಂದು ತಿರುಗೇಟು ನೀಡಿದರು. ಬಿಜೆಪಿ ಸರ್ಕಾರ ಕೋವಿಡ್ ನಿರ್ವಹಣೆಯಲ್ಲಿ ವಿಫಲವಾಗಿದೆ ಎಂದು ಆರೋಪಿಸಿದರು. xyxy=(44,1622,509,1666)
anniversary-year-tag: ವರ್ಷದ xyxy=(1292,155,1313,165)
vaccine-body-text: ನವದೆಹಲಿ, ಜೂ.1– ಜುಲೈ ಅಥವಾ ಆಗಸ್ಟ್ ವೇಳೆಗೆ ನಿತ್ಯ 1 ಕೋಟಿ ಜನರಿಗೆ ಲಸಿಕೆ ಹಾಕುವಷ್ಟು ಪ್ರಮಾಣದ ಲಸಿಕೆ ಉತ್ಪಾದನೆಯಾಗಲಿದ್ದು, ಡಿಸೆಂಬರ್ ಅಂತ್ಯದ ವೇಳೆಗೆ ದೇಶದ ಎಲ್ಲಾ ವಯಸ್ಕರಿಗೂ ಲಸಿಕೆ ನೀಡಲಾಗುವುದು ಎಂದು ಕೇಂದ್ರ ಸರ್ಕಾರ ತಿಳಿಸಿದೆ. 344 ಜಿಲ್ಲೆಗಳಲ್ಲಿ ಪಾಸಿಟಿವಿಟಿ ದರ ಶೇಕಡ 5ಕ್ಕಿಂತ ಕಡಿಮೆ ಇದೆ. ಕಳೆದ ಮೂರು ವಾರಗಳಿಂದ ಕೋವಿಡ್-19 ಸಕ್ರಿಯ ಪ್ರಕರಣಗಳ ಸಂಖ್ಯೆ ಇಳಿಮುಖವಾಗುತ್ತಿದೆ. ಮೇ 7ರಂದು ಉತ್ತುಂಗಕ್ಕೇರಿದ್ದ ಸಕ್ರಿಯ ಪ್ರಕರಣಗಳ ಸಂಖ್ಯೆ ಶೇ.69ರಷ್ಟು ಕುಸಿದಿದೆ ಎಂದು ಕೇಂದ್ರ ಸರ್ಕಾರ ಹೇಳಿದೆ. xyxy=(886,172,1060,353)
govt2-title xyxy=(887,2096,1265,2134)
schedule-a-body: All that piece & parcel of property bearing House No. 2759, measuring East to West 7 meters and North to South 9 meters, with constructed plinth area of ground floor being 4.50 squares and first floor being 4.50 squares of R.C.C. building with mosaic flooring, with electricity, water and sanitary fittings, situated at 1st Stage, Devanur Extension, Rajivnagar, N.R. Mohalla, Mysuru, bounded on: North by: Property Nos. 2771 and 2772 ; South by: Road ; East by: Property No. 2758 ; West by: Property No. 2760. xyxy=(1273,1366,1520,1470)
masthead xyxy=(44,73,1527,108)
table-cell: 07-06-2021ರ 16.00 ಗಂಟೆಯವರೆಗೆ xyxy=(465,2037,701,2056)
citation-jurisdiction: (Original Jurisdiction) xyxy=(1353,814,1439,824)
apartment-near: (Near SVEI School) xyxy=(1338,663,1455,678)
sites-ad xyxy=(886,553,1267,909)
emblem-icon xyxy=(890,2054,922,2093)
fungus-body-col1 xyxy=(44,1004,225,1244)
retire-headline-2: ಮಂಜುಳಾ ನಿವೃತ್ತಿ xyxy=(44,1887,207,1921)
obit-para-2: A stronger person would be hard to find, and at everything you were always fine. You fought for us in one way or another, not just a husband but also as a father, brother and a friend. xyxy=(753,1705,1231,1734)
obit-name: S. ROZARIO (BABU) xyxy=(817,1630,1167,1668)
obit-title: 1st DEATH ANNIVERSARY xyxy=(719,1114,1265,1165)
congrats-ad-photos xyxy=(1068,154,1265,314)
congrats-ad xyxy=(1066,116,1267,393)
issue-date: ಬುಧವಾರ 2 ಜೂನ್ 2021 xyxy=(364,79,537,100)
table-cell: 1 xyxy=(310,2018,332,2037)
grocery-kits-image xyxy=(311,423,855,497)
obit-remembrance: In remembrance of a Legacy of Love. xyxy=(840,1092,1144,1110)
sdj-gold-ad xyxy=(521,1488,711,1699)
sites-address: C-1, Sigma Mall, New Kantharaj Urs Road, Kuvempu Nagar, Next to Apollo Hospital, Mysuru - 570 023 ☏ : 0821-4270100 xyxy=(1024,865,1258,900)
table-cell: ಕಾರ್ಯಪಾಲಕ ಅಭಿಯಂತರರು, ಕ.ಕೊ.ಅ.ಮಂ., ಮೈಸೂರು – 570021 xyxy=(465,2075,701,2105)
sites-address-head: Mahaveer Developers xyxy=(1024,849,1185,864)
obit-address: Address: S. Rozario, care of David Stephenson Rozario, xyxy=(799,2003,1185,2018)
table-cell: 2 xyxy=(310,2037,332,2056)
apartment-ad xyxy=(1273,535,1520,766)
fungus-body-2: ವೇಳೆಗೆ ಹೆಚ್ಚು ಔಷಧಿ ಪೂರೈಕೆಯಾಗುವ ನಿರೀಕ್ಷೆ ಇದೆ. ಬ್ಲ್ಯಾಕ್ ಫಂಗಸ್ ಚಿಕಿತ್ಸೆಗೆ ತಜ್ಞರ ಸಮಿತಿ ರಚಿಸಲಾಗಿದೆ. ರಾಜ್ಯದಲ್ಲಿ ಇದುವರೆಗೆ ಸಾವಿರಕ್ಕೂ ಹೆಚ್ಚು ಪ್ರಕರಣಗಳು ಪತ್ತೆಯಾಗಿವೆ ಎಂದು ಹೇಳಿದರು. xyxy=(332,1004,513,1063)
sites-web: www.mahaveerdevelopers.com xyxy=(893,788,1008,796)
table-cell: ಟೆಂಡರ್ ಸಲ್ಲಿಸಲು ಕೊನೆಯ ದಿನಾಂಕ xyxy=(332,2037,465,2056)
sdj-body: ನಿಮ್ಮ ಬಳಿಯಿರುವ ಹಳೆಯ ಚಿನ್ನಾಭರಣ ಬ್ಯಾಂಕ್ ಅಥವಾ ಗಿರವಿ ಅಂಗಡಿಯಲ್ಲಿ ಇದ್ದರೆ ಬಿಡಿಸಿ ಹೆಚ್ಚಿನ ಬೆಲೆಗೆ ಖರೀದಿಸಲಾಗುವುದು xyxy=(529,1540,703,1564)
fungus-bullet-2: ● 4 ಅಥವಾ 5ರಂದು ಮತ್ತಷ್ಟು ಪೂರೈಕೆ ಭರವಸೆ xyxy=(51,974,306,992)
